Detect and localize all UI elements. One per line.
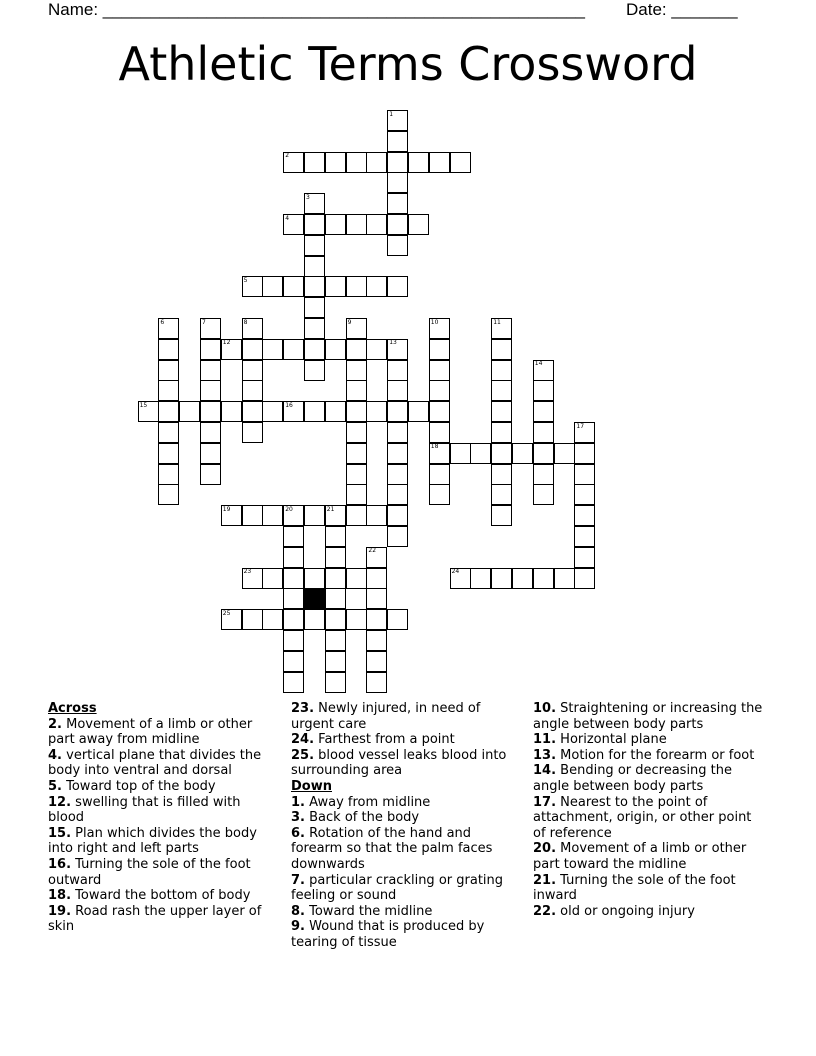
clue-number: 13. <box>533 747 557 763</box>
grid-cell[interactable] <box>283 339 304 360</box>
grid-cell[interactable] <box>242 380 263 401</box>
grid-cell[interactable] <box>325 568 346 589</box>
clue-23 <box>291 701 523 732</box>
grid-cell[interactable] <box>491 443 512 464</box>
grid-cell[interactable] <box>574 505 595 526</box>
grid-cell[interactable] <box>283 401 304 422</box>
clue-10 <box>533 701 765 732</box>
grid-cell[interactable] <box>283 505 304 526</box>
clue-number: 25. <box>291 747 315 763</box>
grid-cell[interactable] <box>366 339 387 360</box>
cell-number: 15 <box>139 401 148 409</box>
grid-cell[interactable] <box>283 588 304 609</box>
clue-text: particular crackling or grating feeling or sound <box>291 872 504 904</box>
clue-number: 3. <box>291 810 305 826</box>
clue-15 <box>48 826 280 857</box>
clue-text: Turning the sole of the foot outward <box>48 856 251 888</box>
down-clue-list-continued <box>533 701 765 919</box>
cell-number: 19 <box>222 505 231 513</box>
cell-number: 25 <box>222 609 231 617</box>
grid-cell[interactable] <box>387 193 408 214</box>
cell-number: 20 <box>285 505 293 513</box>
grid-cell[interactable] <box>408 401 429 422</box>
clue-text: old or ongoing injury <box>560 903 695 919</box>
clue-number: 21. <box>533 872 557 888</box>
grid-cell[interactable] <box>387 339 408 360</box>
cell-number: 2 <box>285 152 290 160</box>
cell-number: 23 <box>243 568 252 576</box>
clue-number: 12. <box>48 794 72 810</box>
grid-cell[interactable] <box>200 360 221 381</box>
grid-cell[interactable] <box>574 484 595 505</box>
grid-cell[interactable] <box>325 401 346 422</box>
grid-cell[interactable] <box>262 401 283 422</box>
grid-cell[interactable] <box>387 464 408 485</box>
grid-cell[interactable] <box>429 464 450 485</box>
grid-cell[interactable] <box>346 464 367 485</box>
clue-text: Back of the body <box>309 810 420 826</box>
grid-cell[interactable] <box>366 609 387 630</box>
grid-cell[interactable] <box>366 276 387 297</box>
grid-cell[interactable] <box>387 484 408 505</box>
clue-text: Farthest from a point <box>318 732 455 748</box>
grid-cell[interactable] <box>346 276 367 297</box>
clue-number: 10. <box>533 701 557 716</box>
clue-number: 2. <box>48 716 62 732</box>
clue-text: Horizontal plane <box>560 732 667 748</box>
grid-cell[interactable] <box>346 401 367 422</box>
clue-number: 17. <box>533 794 557 810</box>
grid-cell[interactable] <box>408 152 429 173</box>
grid-cell[interactable] <box>574 547 595 568</box>
grid-cell[interactable] <box>283 630 304 651</box>
grid-cell[interactable] <box>533 443 554 464</box>
clue-11 <box>533 732 765 748</box>
grid-cell[interactable] <box>366 505 387 526</box>
grid-cell[interactable] <box>304 297 325 318</box>
grid-cell[interactable] <box>366 152 387 173</box>
grid-cell[interactable] <box>346 484 367 505</box>
clue-number: 4. <box>48 747 62 763</box>
grid-cell[interactable] <box>491 339 512 360</box>
cell-number: 12 <box>222 339 231 347</box>
grid-cell[interactable] <box>325 547 346 568</box>
clue-text: Toward the bottom of body <box>75 888 251 904</box>
grid-cell[interactable] <box>304 152 325 173</box>
grid-cell[interactable] <box>533 422 554 443</box>
down-clue-list <box>291 795 523 951</box>
grid-cell[interactable] <box>429 484 450 505</box>
grid-cell[interactable] <box>242 318 263 339</box>
grid-cell[interactable] <box>304 609 325 630</box>
clue-text: vertical plane that divides the body into ventral and dorsal <box>48 747 262 779</box>
clue-18 <box>48 888 280 904</box>
grid-cell[interactable] <box>200 380 221 401</box>
grid-cell[interactable] <box>283 276 304 297</box>
clue-3 <box>291 810 523 826</box>
down-heading: Down <box>291 778 332 794</box>
black-cell <box>304 588 325 609</box>
grid-cell[interactable] <box>491 360 512 381</box>
grid-cell[interactable] <box>262 505 283 526</box>
clue-24 <box>291 732 523 748</box>
grid-cell[interactable] <box>346 380 367 401</box>
grid-cell[interactable] <box>429 422 450 443</box>
grid-cell[interactable] <box>366 672 387 693</box>
clue-number: 20. <box>533 841 557 857</box>
grid-cell[interactable] <box>574 526 595 547</box>
clue-text: Rotation of the hand and forearm so that the palm faces downwards <box>291 825 493 872</box>
grid-cell[interactable] <box>304 505 325 526</box>
clue-number: 23. <box>291 701 315 716</box>
cell-number: 14 <box>534 360 543 368</box>
grid-cell[interactable] <box>304 256 325 277</box>
grid-cell[interactable] <box>221 505 242 526</box>
grid-cell[interactable] <box>574 464 595 485</box>
clue-number: 5. <box>48 778 62 794</box>
grid-cell[interactable] <box>346 568 367 589</box>
grid-cell[interactable] <box>533 464 554 485</box>
cell-number: 8 <box>243 318 248 326</box>
grid-cell[interactable] <box>325 672 346 693</box>
grid-cell[interactable] <box>366 214 387 235</box>
grid-cell[interactable] <box>429 401 450 422</box>
clues-column-2 <box>291 701 523 951</box>
grid-cell[interactable] <box>200 339 221 360</box>
clue-text: Newly injured, in need of urgent care <box>291 701 481 732</box>
grid-cell[interactable] <box>429 443 450 464</box>
grid-cell[interactable] <box>283 547 304 568</box>
clue-text: Bending or decreasing the angle between body parts <box>533 763 733 794</box>
grid-cell[interactable] <box>304 339 325 360</box>
grid-cell[interactable] <box>491 464 512 485</box>
grid-cell[interactable] <box>387 609 408 630</box>
cell-number: 4 <box>285 214 290 222</box>
grid-cell[interactable] <box>491 505 512 526</box>
grid-cell[interactable] <box>138 401 159 422</box>
grid-cell[interactable] <box>158 360 179 381</box>
grid-cell[interactable] <box>325 276 346 297</box>
grid-cell[interactable] <box>346 505 367 526</box>
grid-cell[interactable] <box>554 443 575 464</box>
grid-cell[interactable] <box>512 568 533 589</box>
cell-number: 18 <box>430 443 439 451</box>
grid-cell[interactable] <box>346 152 367 173</box>
grid-cell[interactable] <box>491 380 512 401</box>
cell-number: 1 <box>389 110 394 118</box>
across-heading: Across <box>48 701 97 716</box>
grid-cell[interactable] <box>429 152 450 173</box>
grid-cell[interactable] <box>221 401 242 422</box>
clue-2 <box>48 717 280 748</box>
clue-text: Toward the midline <box>309 903 433 919</box>
cell-number: 11 <box>493 318 501 326</box>
grid-cell[interactable] <box>200 464 221 485</box>
grid-cell[interactable] <box>283 214 304 235</box>
grid-cell[interactable] <box>200 422 221 443</box>
grid-cell[interactable] <box>325 651 346 672</box>
grid-cell[interactable] <box>325 609 346 630</box>
clue-25 <box>291 748 523 779</box>
grid-cell[interactable] <box>325 152 346 173</box>
grid-cell[interactable] <box>242 360 263 381</box>
clue-8 <box>291 904 523 920</box>
clue-text: Movement of a limb or other part away from midline <box>48 716 253 748</box>
grid-cell[interactable] <box>158 464 179 485</box>
grid-cell[interactable] <box>158 422 179 443</box>
clue-13 <box>533 748 765 764</box>
grid-cell[interactable] <box>470 568 491 589</box>
grid-cell[interactable] <box>325 630 346 651</box>
grid-cell[interactable] <box>283 609 304 630</box>
grid-cell[interactable] <box>283 526 304 547</box>
grid-cell[interactable] <box>491 318 512 339</box>
clue-12 <box>48 795 280 826</box>
grid-cell[interactable] <box>387 422 408 443</box>
clue-14 <box>533 763 765 794</box>
clue-17 <box>533 795 765 842</box>
grid-cell[interactable] <box>158 339 179 360</box>
header-line <box>48 0 748 20</box>
grid-cell[interactable] <box>429 360 450 381</box>
clue-number: 8. <box>291 903 305 919</box>
cell-number: 22 <box>368 547 377 555</box>
grid-cell[interactable] <box>283 672 304 693</box>
grid-cell[interactable] <box>366 547 387 568</box>
grid-cell[interactable] <box>387 401 408 422</box>
grid-cell[interactable] <box>242 339 263 360</box>
grid-cell[interactable] <box>450 152 471 173</box>
grid-cell[interactable] <box>554 568 575 589</box>
clue-text: Motion for the forearm or foot <box>560 747 755 763</box>
clues-column-3 <box>533 701 765 919</box>
grid-cell[interactable] <box>346 609 367 630</box>
cell-number: 6 <box>160 318 165 326</box>
date-field[interactable]: Date: _______ <box>626 0 738 19</box>
grid-cell[interactable] <box>470 443 491 464</box>
grid-cell[interactable] <box>346 422 367 443</box>
grid-cell[interactable] <box>533 360 554 381</box>
clue-19 <box>48 904 280 935</box>
grid-cell[interactable] <box>304 401 325 422</box>
grid-cell[interactable] <box>262 568 283 589</box>
clue-text: Away from midline <box>309 794 431 810</box>
grid-cell[interactable] <box>158 401 179 422</box>
grid-cell[interactable] <box>304 360 325 381</box>
grid-cell[interactable] <box>491 568 512 589</box>
grid-cell[interactable] <box>450 568 471 589</box>
clue-text: Movement of a limb or other part toward the midline <box>533 841 747 872</box>
grid-cell[interactable] <box>242 568 263 589</box>
grid-cell[interactable] <box>533 568 554 589</box>
grid-cell[interactable] <box>304 318 325 339</box>
grid-cell[interactable] <box>387 276 408 297</box>
cell-number: 10 <box>430 318 439 326</box>
grid-cell[interactable] <box>387 110 408 131</box>
grid-cell[interactable] <box>387 235 408 256</box>
clue-number: 16. <box>48 856 72 872</box>
grid-cell[interactable] <box>387 360 408 381</box>
clue-text: Plan which divides the body into right and left parts <box>48 825 257 857</box>
clue-22 <box>533 904 765 920</box>
grid-cell[interactable] <box>262 276 283 297</box>
clue-number: 19. <box>48 903 72 919</box>
grid-cell[interactable] <box>346 318 367 339</box>
clue-number: 9. <box>291 919 305 935</box>
grid-cell[interactable] <box>429 318 450 339</box>
grid-cell[interactable] <box>242 609 263 630</box>
clue-text: swelling that is filled with blood <box>48 794 241 826</box>
grid-cell[interactable] <box>574 568 595 589</box>
grid-cell[interactable] <box>512 443 533 464</box>
across-clue-list <box>48 717 280 935</box>
cell-number: 24 <box>451 568 460 576</box>
grid-cell[interactable] <box>325 505 346 526</box>
grid-cell[interactable] <box>491 484 512 505</box>
clue-20 <box>533 841 765 872</box>
clue-1 <box>291 795 523 811</box>
grid-cell[interactable] <box>366 401 387 422</box>
grid-cell[interactable] <box>387 131 408 152</box>
grid-cell[interactable] <box>283 568 304 589</box>
grid-cell[interactable] <box>387 526 408 547</box>
clue-text: Wound that is produced by tearing of tissue <box>291 919 485 950</box>
grid-cell[interactable] <box>304 193 325 214</box>
clue-number: 15. <box>48 825 72 841</box>
clue-number: 18. <box>48 888 72 904</box>
grid-cell[interactable] <box>325 214 346 235</box>
grid-cell[interactable] <box>304 235 325 256</box>
grid-cell[interactable] <box>346 360 367 381</box>
page-title: Athletic Terms Crossword <box>118 37 698 91</box>
grid-cell[interactable] <box>179 401 200 422</box>
clue-16 <box>48 857 280 888</box>
grid-cell[interactable] <box>387 152 408 173</box>
cell-number: 21 <box>326 505 335 513</box>
grid-cell[interactable] <box>304 276 325 297</box>
grid-cell[interactable] <box>221 339 242 360</box>
clue-21 <box>533 873 765 904</box>
clues-column-1 <box>48 701 280 935</box>
grid-cell[interactable] <box>366 568 387 589</box>
grid-cell[interactable] <box>387 443 408 464</box>
across-clue-list-continued <box>291 701 523 779</box>
grid-cell[interactable] <box>242 276 263 297</box>
grid-cell[interactable] <box>262 339 283 360</box>
cell-number: 7 <box>202 318 206 326</box>
clue-text: Nearest to the point of attachment, origin, or other point of reference <box>533 794 752 841</box>
grid-cell[interactable] <box>242 505 263 526</box>
clue-number: 1. <box>291 794 305 810</box>
clue-text: Toward top of the body <box>66 778 216 794</box>
grid-cell[interactable] <box>325 526 346 547</box>
grid-cell[interactable] <box>574 422 595 443</box>
grid-cell[interactable] <box>429 339 450 360</box>
grid-cell[interactable] <box>387 214 408 235</box>
grid-cell[interactable] <box>242 422 263 443</box>
grid-cell[interactable] <box>325 588 346 609</box>
clue-text: Turning the sole of the foot inward <box>533 872 736 904</box>
name-field[interactable]: Name: ___________________________________________________ <box>48 0 585 19</box>
clue-5 <box>48 779 280 795</box>
grid-cell[interactable] <box>533 484 554 505</box>
clue-number: 6. <box>291 825 305 841</box>
grid-cell[interactable] <box>158 318 179 339</box>
grid-cell[interactable] <box>242 401 263 422</box>
clue-7 <box>291 873 523 904</box>
grid-cell[interactable] <box>346 339 367 360</box>
clue-number: 11. <box>533 732 557 748</box>
grid-cell[interactable] <box>200 318 221 339</box>
cell-number: 9 <box>347 318 352 326</box>
grid-cell[interactable] <box>346 443 367 464</box>
grid-cell[interactable] <box>387 505 408 526</box>
grid-cell[interactable] <box>304 214 325 235</box>
grid-cell[interactable] <box>366 651 387 672</box>
cell-number: 5 <box>243 276 248 284</box>
cell-number: 17 <box>576 422 585 430</box>
grid-cell[interactable] <box>491 422 512 443</box>
grid-cell[interactable] <box>387 172 408 193</box>
grid-cell[interactable] <box>158 484 179 505</box>
grid-cell[interactable] <box>366 588 387 609</box>
clue-number: 7. <box>291 872 305 888</box>
grid-cell[interactable] <box>533 401 554 422</box>
grid-cell[interactable] <box>533 380 554 401</box>
grid-cell[interactable] <box>450 443 471 464</box>
grid-cell[interactable] <box>158 443 179 464</box>
grid-cell[interactable] <box>387 380 408 401</box>
grid-cell[interactable] <box>346 214 367 235</box>
grid-cell[interactable] <box>366 630 387 651</box>
cell-number: 13 <box>389 339 397 347</box>
grid-cell[interactable] <box>408 214 429 235</box>
cell-number: 16 <box>285 401 293 409</box>
grid-cell[interactable] <box>491 401 512 422</box>
grid-cell[interactable] <box>200 401 221 422</box>
grid-cell[interactable] <box>325 339 346 360</box>
clue-text: blood vessel leaks blood into surrounding area <box>291 747 507 779</box>
grid-cell[interactable] <box>429 380 450 401</box>
clue-text: Road rash the upper layer of skin <box>48 903 262 935</box>
clue-9 <box>291 919 523 950</box>
grid-cell[interactable] <box>283 152 304 173</box>
grid-cell[interactable] <box>574 443 595 464</box>
clue-4 <box>48 748 280 779</box>
grid-cell[interactable] <box>262 609 283 630</box>
clue-number: 14. <box>533 763 557 779</box>
grid-cell[interactable] <box>304 568 325 589</box>
grid-cell[interactable] <box>158 380 179 401</box>
clue-number: 24. <box>291 732 315 748</box>
grid-cell[interactable] <box>283 651 304 672</box>
cell-number: 3 <box>306 193 310 201</box>
clue-number: 22. <box>533 903 557 919</box>
grid-cell[interactable] <box>221 609 242 630</box>
grid-cell[interactable] <box>200 443 221 464</box>
clue-text: Straightening or increasing the angle between body parts <box>533 701 763 732</box>
clue-6 <box>291 826 523 873</box>
